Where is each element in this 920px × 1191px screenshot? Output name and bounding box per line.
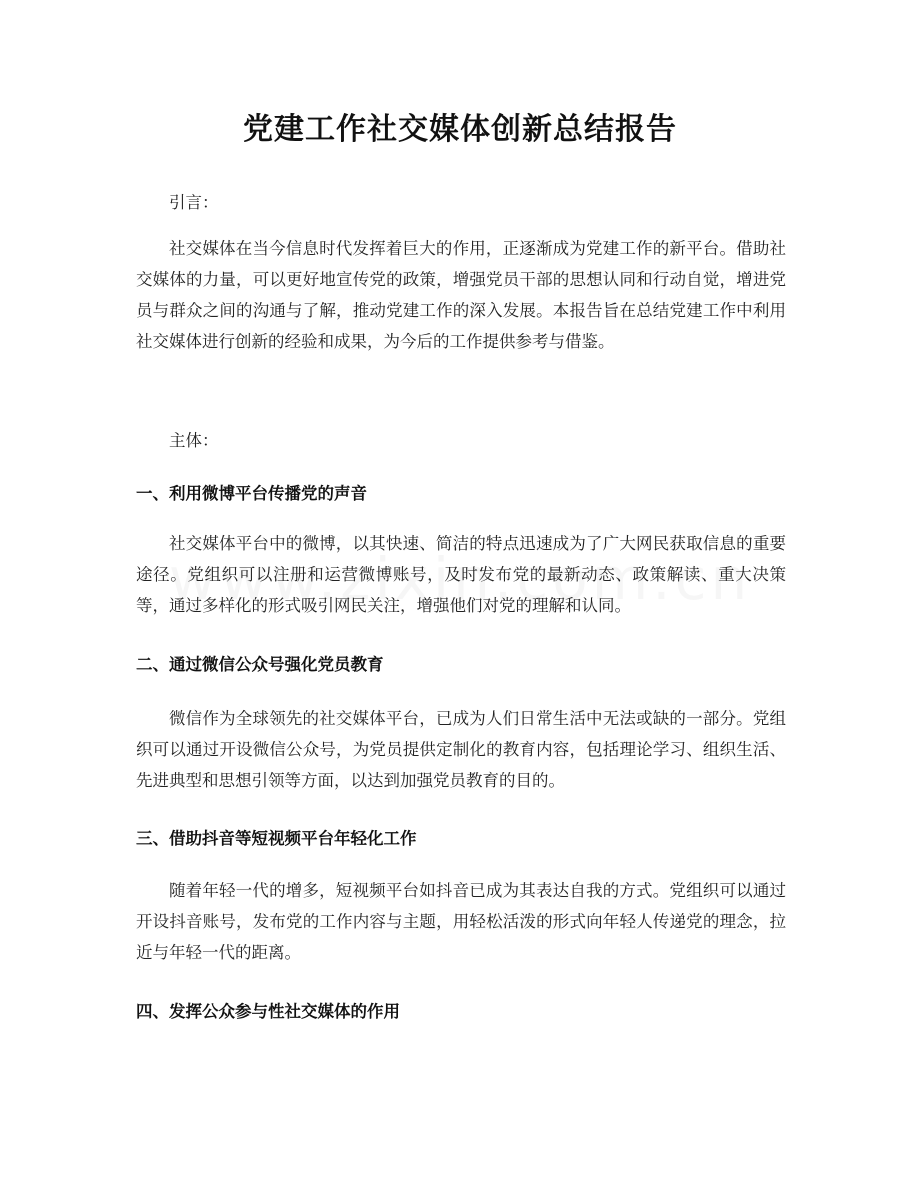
section-1-paragraph: 社交媒体平台中的微博，以其快速、简洁的特点迅速成为了广大网民获取信息的重要途径。党组织可以注册和运营微博账号，及时发布党的最新动态、政策解读、重大决策等，通过多样化的形式吸引网民关注，增强他们对党的理解和认同。 [136,534,786,615]
intro-paragraph: 社交媒体在当今信息时代发挥着巨大的作用，正逐渐成为党建工作的新平台。借助社交媒体的力量，可以更好地宣传党的政策，增强党员干部的思想认同和行动自觉，增进党员与群众之间的沟通与了解，推动党建工作的深入发展。本报告旨在总结党建工作中利用社交媒体进行创新的经验和成果，为今后的工作提供参考与借鉴。 [136,239,786,351]
section-3-paragraph: 随着年轻一代的增多，短视频平台如抖音已成为其表达自我的方式。党组织可以通过开设抖音账号，发布党的工作内容与主题，用轻松活泼的形式向年轻人传递党的理念，拉近与年轻一代的距离。 [136,881,786,962]
section-3-heading: 三、借助抖音等短视频平台年轻化工作 [136,829,417,848]
document-title: 党建工作社交媒体创新总结报告 [243,112,677,147]
section-1-heading: 一、利用微博平台传播党的声音 [136,484,367,503]
section-4-heading: 四、发挥公众参与性社交媒体的作用 [136,1002,400,1021]
intro-label: 引言： [169,193,219,212]
body-label: 主体： [169,431,219,450]
section-2-heading: 二、通过微信公众号强化党员教育 [136,655,384,674]
section-2-paragraph: 微信作为全球领先的社交媒体平台，已成为人们日常生活中无法或缺的一部分。党组织可以通过开设微信公众号，为党员提供定制化的教育内容，包括理论学习、组织生活、先进典型和思想引领等方面，以达到加强党员教育的目的。 [136,709,786,790]
